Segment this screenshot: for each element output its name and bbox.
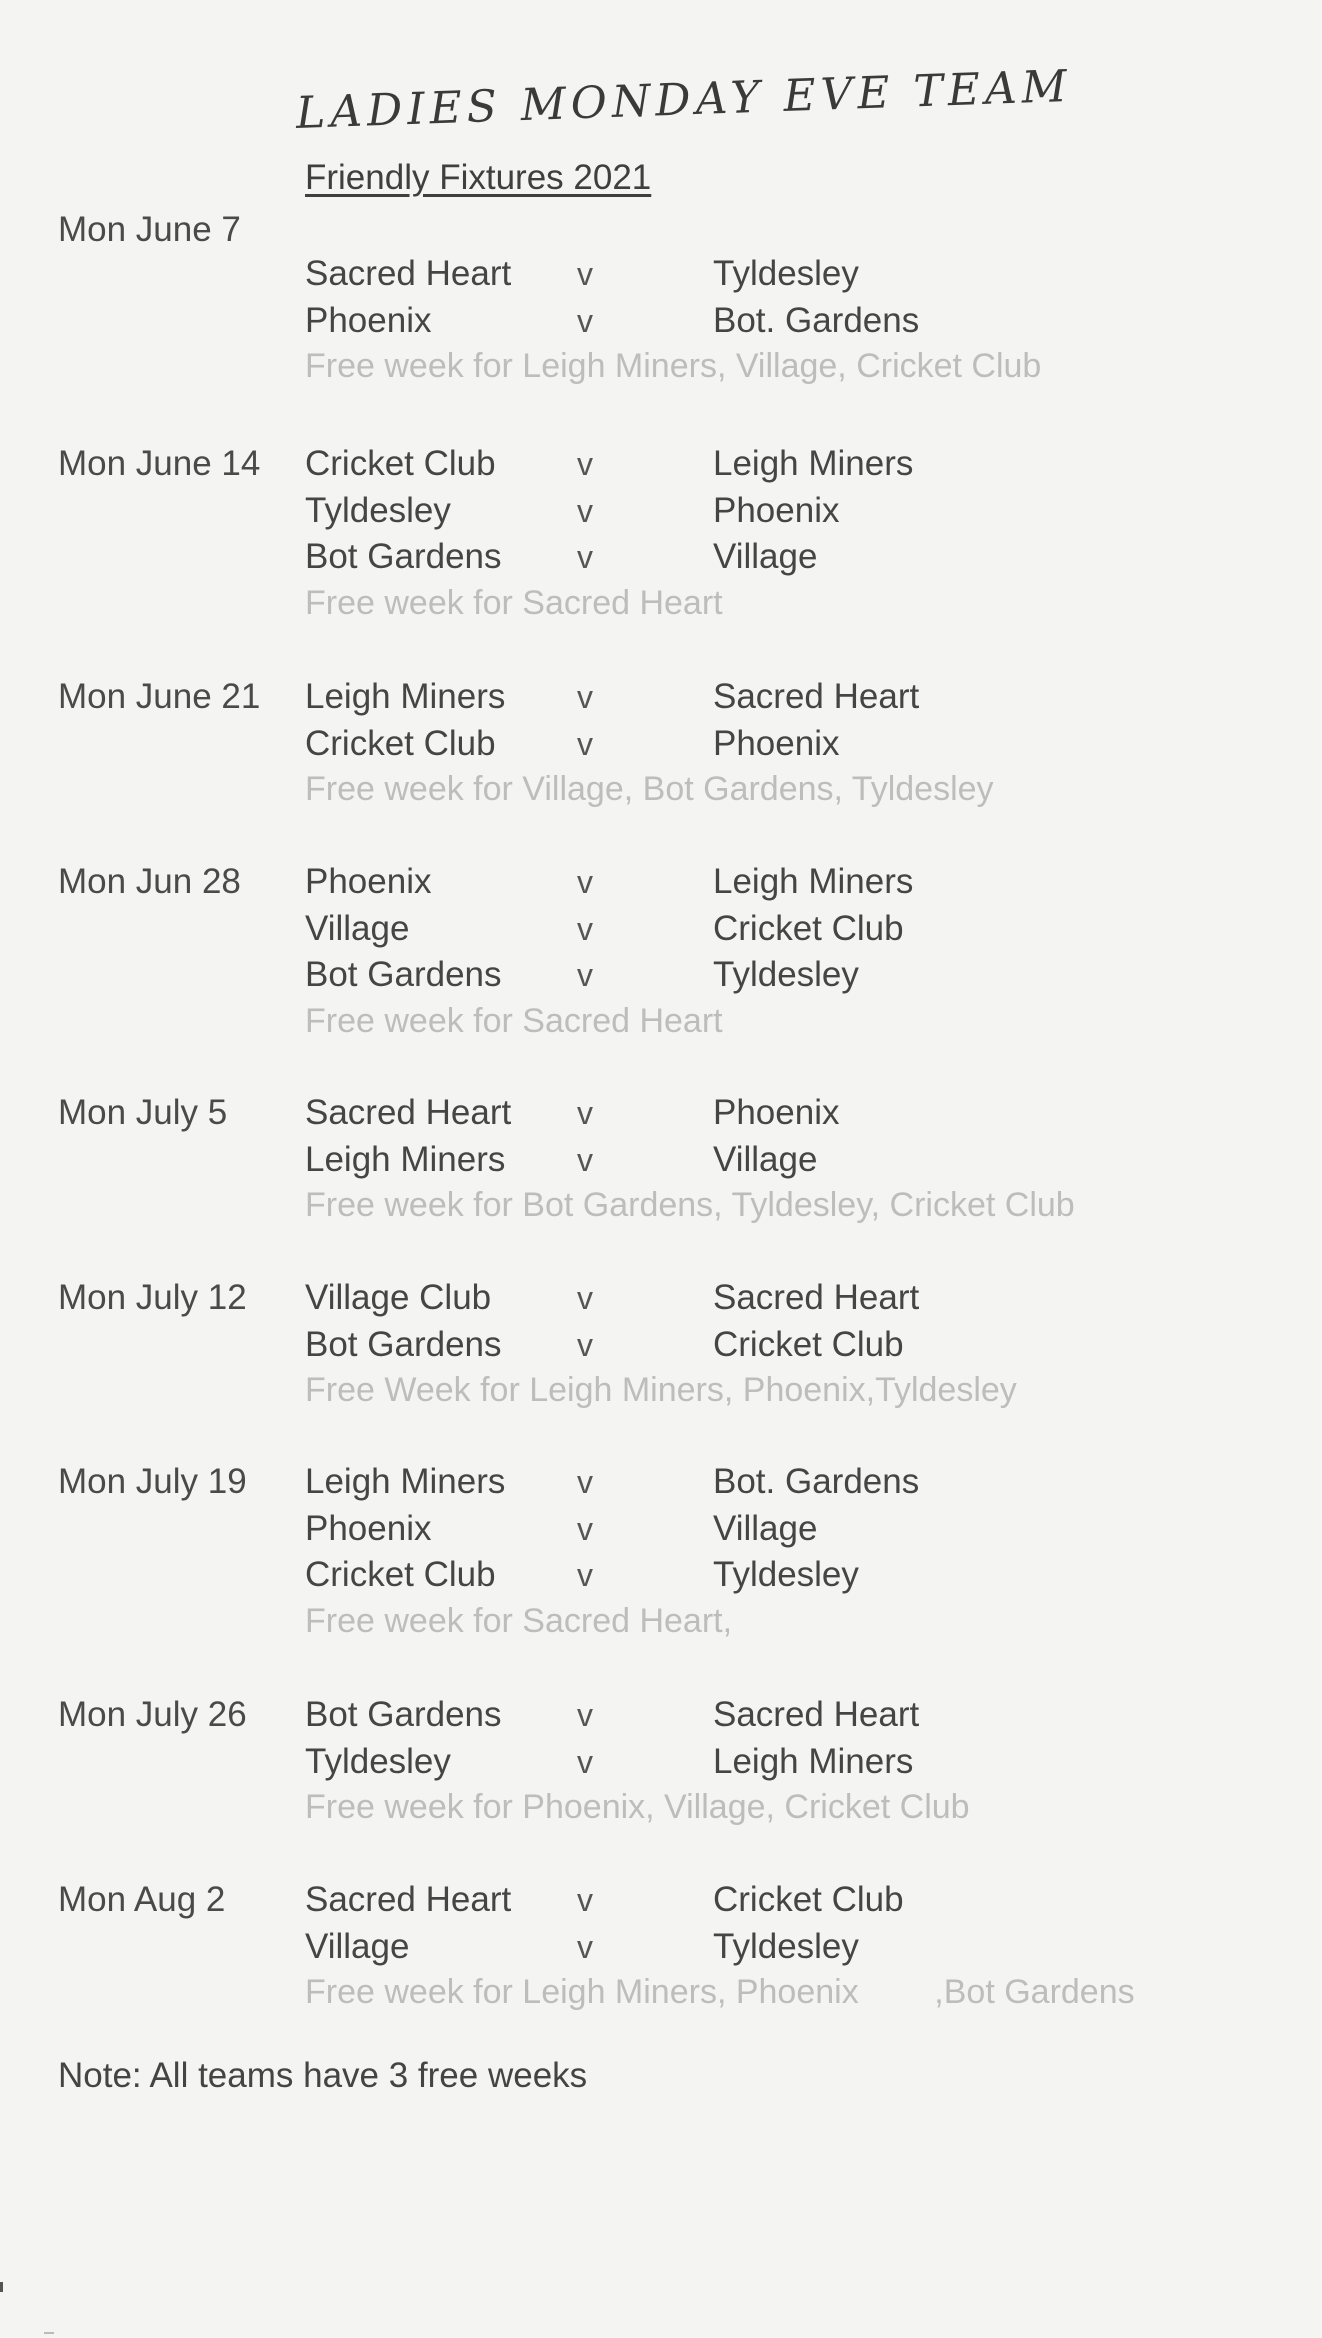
scan-mark <box>44 2332 54 2334</box>
home-team: Cricket Club <box>305 1555 496 1594</box>
match-row <box>0 537 1322 583</box>
away-team: Tyldesley <box>713 1926 859 1966</box>
home-team: Village <box>305 1926 410 1966</box>
versus-label: v <box>577 864 593 900</box>
week-date: Mon June 21 <box>58 677 261 716</box>
versus-label: v <box>577 1141 593 1178</box>
home-team: Bot Gardens <box>305 955 502 994</box>
week-date: Mon Aug 2 <box>58 1880 226 1919</box>
away-team: Phoenix <box>713 490 840 530</box>
away-team: Tyldesley <box>713 1555 859 1594</box>
free-week-note: Free week for Phoenix, Village, Cricket Club <box>305 1788 970 1826</box>
match-row <box>0 254 1322 300</box>
versus-label: v <box>577 1095 593 1131</box>
away-team: Leigh Miners <box>713 862 914 901</box>
versus-label: v <box>577 725 593 762</box>
away-team: Tyldesley <box>713 955 859 994</box>
fixtures-subtitle: Friendly Fixtures 2021 <box>305 158 652 197</box>
versus-label: v <box>577 1882 593 1918</box>
away-team: Village <box>713 1139 818 1179</box>
footnote: Note: All teams have 3 free weeks <box>58 2056 588 2095</box>
match-row <box>0 1742 1322 1788</box>
versus-label: v <box>577 256 593 292</box>
week-date: Mon June 14 <box>58 444 261 483</box>
free-week-note: Free week for Leigh Miners, Village, Cricket Club <box>305 347 1042 385</box>
home-team: Bot Gardens <box>305 1695 502 1734</box>
free-week-note: Free week for Sacred Heart <box>305 583 723 622</box>
away-team: Bot. Gardens <box>713 1462 920 1501</box>
week-date: Mon July 19 <box>58 1462 247 1501</box>
versus-label: v <box>577 910 593 947</box>
versus-label: v <box>577 1557 593 1593</box>
match-row <box>0 1695 1322 1741</box>
match-row <box>0 1140 1322 1186</box>
home-team: Tyldesley <box>305 490 451 530</box>
match-row <box>0 301 1322 347</box>
home-team: Phoenix <box>305 862 432 901</box>
home-team: Cricket Club <box>305 723 496 763</box>
home-team: Cricket Club <box>305 444 496 483</box>
week-date: Mon July 12 <box>58 1278 247 1317</box>
match-row <box>0 1509 1322 1555</box>
versus-label: v <box>577 1464 593 1500</box>
match-row <box>0 862 1322 908</box>
versus-label: v <box>577 957 593 993</box>
versus-label: v <box>577 1697 593 1733</box>
home-team: Village Club <box>305 1278 492 1317</box>
free-week-note: Free week for Sacred Heart, <box>305 1601 733 1640</box>
versus-label: v <box>577 446 593 482</box>
match-row <box>0 1093 1322 1139</box>
home-team: Sacred Heart <box>305 1093 512 1132</box>
versus-label: v <box>577 679 593 715</box>
away-team: Sacred Heart <box>713 677 920 716</box>
home-team: Tyldesley <box>305 1741 451 1781</box>
home-team: Leigh Miners <box>305 1139 506 1179</box>
versus-label: v <box>577 302 593 339</box>
match-row <box>0 1927 1322 1973</box>
match-row <box>0 1555 1322 1601</box>
versus-label: v <box>577 1510 593 1547</box>
versus-label: v <box>577 1928 593 1965</box>
match-row <box>0 677 1322 723</box>
away-team: Leigh Miners <box>713 444 914 483</box>
match-row <box>0 909 1322 955</box>
home-team: Leigh Miners <box>305 1462 506 1501</box>
versus-label: v <box>577 1743 593 1780</box>
away-team: Leigh Miners <box>713 1741 914 1781</box>
free-week-note: Free week for Bot Gardens, Tyldesley, Cricket Club <box>305 1186 1075 1224</box>
match-row <box>0 724 1322 770</box>
home-team: Sacred Heart <box>305 1880 512 1919</box>
away-team: Cricket Club <box>713 1880 904 1919</box>
handwritten-title: LADIES MONDAY EVE TEAM <box>295 60 1073 139</box>
match-row <box>0 491 1322 537</box>
away-team: Sacred Heart <box>713 1278 920 1317</box>
free-week-note: Free week for Leigh Miners, Phoenix ,Bot Gardens <box>305 1973 1135 2011</box>
free-week-note: Free Week for Leigh Miners, Phoenix,Tyldesley <box>305 1371 1017 1409</box>
versus-label: v <box>577 492 593 529</box>
free-week-note: Free week for Village, Bot Gardens, Tyldesley <box>305 770 994 808</box>
match-row <box>0 1880 1322 1926</box>
away-team: Sacred Heart <box>713 1695 920 1734</box>
week-date: Mon Jun 28 <box>58 862 241 901</box>
away-team: Cricket Club <box>713 1324 904 1364</box>
home-team: Bot Gardens <box>305 1324 502 1364</box>
away-team: Bot. Gardens <box>713 300 920 340</box>
week-date: Mon July 26 <box>58 1695 247 1734</box>
away-team: Tyldesley <box>713 254 859 293</box>
match-row <box>0 1462 1322 1508</box>
away-team: Village <box>713 537 818 576</box>
home-team: Leigh Miners <box>305 677 506 716</box>
away-team: Village <box>713 1508 818 1548</box>
match-row <box>0 1278 1322 1324</box>
week-date: Mon June 7 <box>58 210 241 249</box>
versus-label: v <box>577 1280 593 1316</box>
week-date: Mon July 5 <box>58 1093 228 1132</box>
away-team: Cricket Club <box>713 908 904 948</box>
home-team: Phoenix <box>305 1508 432 1548</box>
home-team: Phoenix <box>305 300 432 340</box>
home-team: Bot Gardens <box>305 537 502 576</box>
versus-label: v <box>577 539 593 575</box>
home-team: Village <box>305 908 410 948</box>
versus-label: v <box>577 1326 593 1363</box>
scan-mark <box>0 2282 3 2292</box>
match-row <box>0 444 1322 490</box>
free-week-note: Free week for Sacred Heart <box>305 1001 723 1040</box>
home-team: Sacred Heart <box>305 254 512 293</box>
match-row <box>0 1325 1322 1371</box>
away-team: Phoenix <box>713 1093 840 1132</box>
away-team: Phoenix <box>713 723 840 763</box>
match-row <box>0 955 1322 1001</box>
